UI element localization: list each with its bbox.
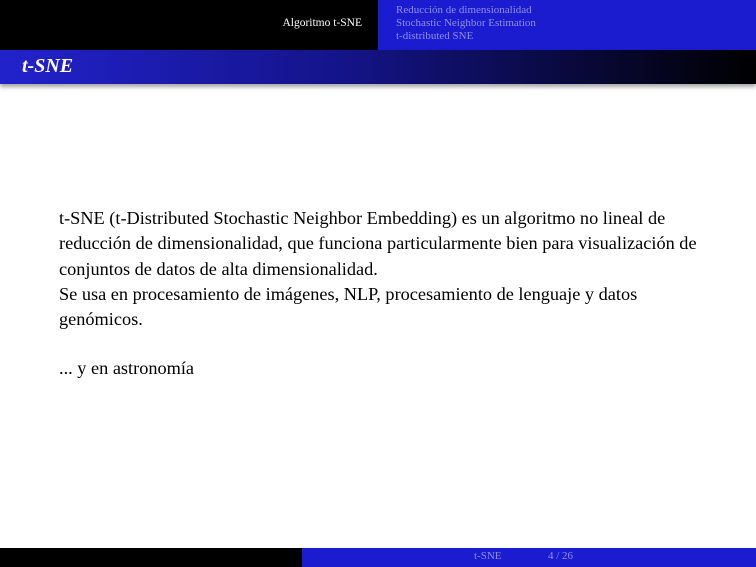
section-nav bbox=[0, 0, 378, 50]
page-number: 4 / 26 bbox=[548, 550, 574, 562]
paragraph-spacer bbox=[59, 332, 719, 356]
subsection-link-tsne[interactable]: t-distributed SNE bbox=[396, 30, 474, 42]
footline-right bbox=[302, 548, 756, 567]
body-paragraph: ... y en astronomía bbox=[59, 358, 195, 379]
footline-left bbox=[0, 548, 302, 567]
section-title-link[interactable]: Algoritmo t-SNE bbox=[282, 17, 362, 29]
subsection-list bbox=[396, 4, 536, 43]
body-paragraph: t-SNE (t-Distributed Stochastic Neighbor Embedding) es un algoritmo no lineal de reducción de dimensionalidad, que funciona particularmente bien para visualización de conjuntos de datos de alta dimensionalidad. bbox=[59, 208, 697, 279]
subsection-nav bbox=[378, 0, 756, 50]
frame-title-bar bbox=[0, 50, 756, 84]
footline-bar bbox=[0, 548, 756, 567]
subsection-link-sne[interactable]: Stochastic Neighbor Estimation bbox=[396, 17, 536, 29]
slide-body bbox=[59, 206, 719, 382]
footer-short-title: t-SNE bbox=[474, 550, 502, 562]
frame-title: t-SNE bbox=[22, 55, 74, 77]
subsection-link-reduccion[interactable]: Reducción de dimensionalidad bbox=[396, 4, 532, 16]
body-paragraph: Se usa en procesamiento de imágenes, NLP, procesamiento de lenguaje y datos genómicos. bbox=[59, 283, 638, 330]
headline-bar bbox=[0, 0, 756, 50]
